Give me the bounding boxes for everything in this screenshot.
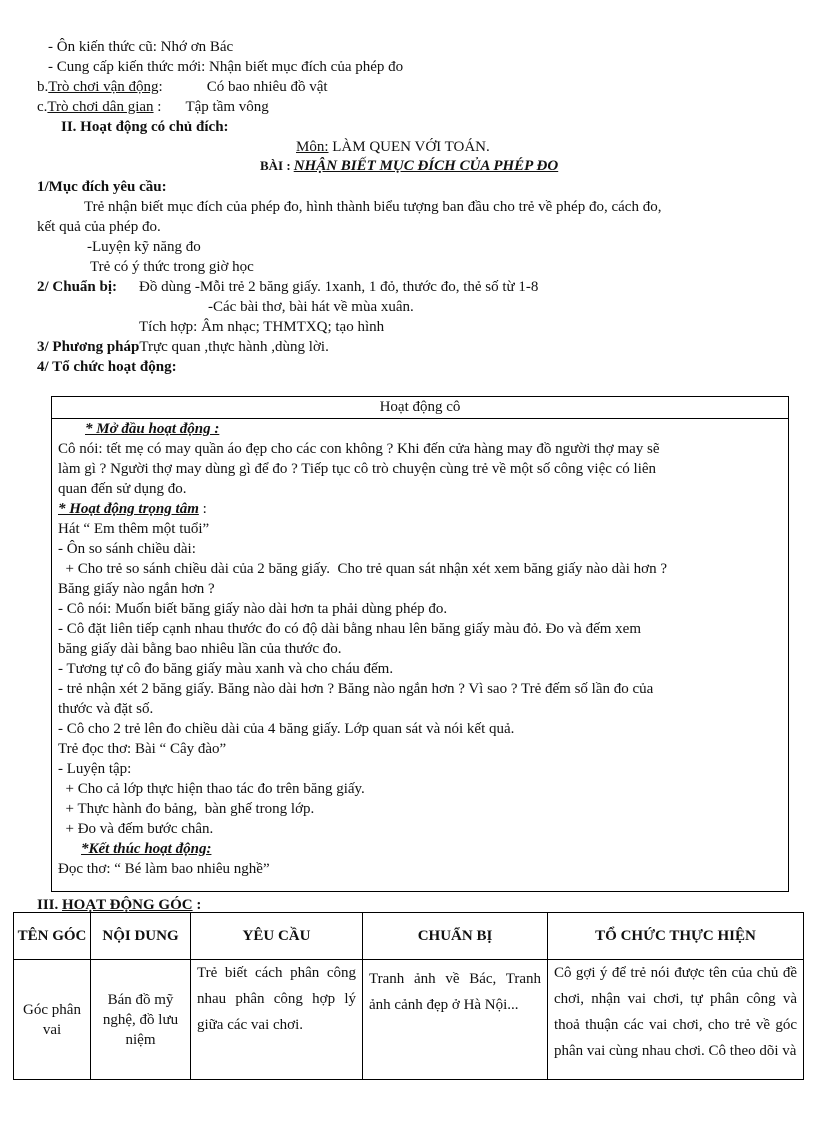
cell-yeu-cau: Trẻ biết cách phân công nhau phân công hợp lý giữa các vai chơi. [191,960,363,1080]
end-line-1: Đọc thơ: “ Bé làm bao nhiêu nghề” [58,861,270,877]
end-title: *Kết thúc hoạt động: [81,841,212,857]
section1-p1: Trẻ nhận biết mục đích của phép đo, hình thành biểu tượng ban đầu cho trẻ về phép đo, cách đo, [84,199,662,215]
main-line-1: Hát “ Em thêm một tuổi” [58,521,210,537]
main-line-11: - Cô cho 2 trẻ lên đo chiều dài của 4 băng giấy. Lớp quan sát và nói kết quả. [58,721,515,737]
cell-to-chuc: Cô gợi ý để trẻ nói được tên của chủ đề chơi, nhận vai chơi, tự phân công và thoả thuận các vai chơi, cho trẻ về góc phân vai cùng nhau chơi. Cô theo dõi và [548,960,804,1080]
table-header-row [14,913,804,960]
folk-game-label: Trò chơi dân gian [47,99,154,115]
start-line-1: Cô nói: tết mẹ có may quần áo đẹp cho các con không ? Khi đến cửa hàng may đồ người thợ may sẽ [58,441,660,457]
corner-activity-table [13,912,804,1080]
section2-l1: Đồ dùng -Mỗi trẻ 2 băng giấy. 1xanh, 1 đỏ, thước đo, thẻ số từ 1-8 [139,279,539,295]
main-line-2: - Ôn so sánh chiều dài: [58,541,196,557]
section3-value: Trực quan ,thực hành ,dùng lời. [139,339,329,355]
section3-line [37,337,329,357]
main-line-4: Băng giấy nào ngắn hơn ? [58,581,215,597]
new-knowledge-line: - Cung cấp kiến thức mới: Nhận biết mục đích của phép đo [48,59,404,75]
subject-label: Môn: [296,139,329,155]
main-line-9: - trẻ nhận xét 2 băng giấy. Băng nào dài hơn ? Băng nào ngắn hơn ? Vì sao ? Trẻ đếm số lần đo của [58,681,654,697]
colon: : [158,79,163,95]
movement-game-line [37,77,328,97]
section4-title: 4/ Tổ chức hoạt động: [37,359,177,375]
main-line-12: Trẻ đọc thơ: Bài “ Cây đào” [58,741,227,757]
table-row [14,960,804,1080]
section1-p3: Trẻ có ý thức trong giờ học [90,259,254,275]
start-title: * Mở đầu hoạt động : [85,421,220,437]
col-chuan-bi: CHUẨN BỊ [363,913,548,960]
section1-title: 1/Mục đích yêu cầu: [37,179,167,195]
section1-p2: -Luyện kỹ năng đo [87,239,201,255]
cell-ten-goc: Góc phân vai [14,960,91,1080]
cell-noi-dung: Bán đồ mỹ nghệ, đồ lưu niệm [91,960,191,1080]
section-ii-heading: II. Hoạt động có chủ đích: [61,119,229,135]
main-line-15: + Thực hành đo bảng, bàn ghế trong lớp. [58,801,315,817]
main-line-6: - Cô đặt liên tiếp cạnh nhau thước đo có độ dài bằng nhau lên băng giấy màu đỏ. Đo và đếm xem [58,621,641,637]
subject-value: LÀM QUEN VỚI TOÁN. [328,139,490,155]
main-line-13: - Luyện tập: [58,761,132,777]
start-line-3: quan đến sử dụng đo. [58,481,187,497]
lesson-label: BÀI : [260,158,291,173]
main-title: * Hoạt động trọng tâm : [58,501,207,517]
lesson-title-line [260,156,558,176]
section-iii-heading: III. HOẠT ĐỘNG GÓC : [37,897,202,913]
section2-l2: -Các bài thơ, bài hát về mùa xuân. [208,299,414,315]
movement-game-label: Trò chơi vận động [48,79,159,95]
main-line-8: - Tương tự cô đo băng giấy màu xanh và cho cháu đếm. [58,661,394,677]
prefix-b: b. [37,79,49,95]
movement-game-value: Có bao nhiêu đồ vật [206,79,328,95]
cell-chuan-bi: Tranh ảnh về Bác, Tranh ảnh cảnh đẹp ở Hà Nội... [363,960,548,1080]
activity-header: Hoạt động cô [52,397,788,419]
folk-game-line [37,97,269,117]
prefix-c: c. [37,99,48,115]
main-line-3: + Cho trẻ so sánh chiều dài của 2 băng giấy. Cho trẻ quan sát nhận xét xem băng giấy nào dài hơn ? [58,561,668,577]
folk-game-value: Tập tầm vông [185,99,269,115]
subject-line [296,137,490,157]
section2-title: 2/ Chuẩn bị: [37,279,118,295]
col-ten-goc: TÊN GÓC [14,913,91,960]
section1-p1b: kết quả của phép đo. [37,219,161,235]
col-to-chuc: TỔ CHỨC THỰC HIỆN [548,913,804,960]
activity-box [51,396,789,892]
main-line-5: - Cô nói: Muốn biết băng giấy nào dài hơn ta phải dùng phép đo. [58,601,448,617]
start-line-2: làm gì ? Người thợ may dùng gì để đo ? Tiếp tục cô trò chuyện cùng trẻ về một số công việc có liên [58,461,657,477]
section2-l3: Tích hợp: Âm nhạc; THMTXQ; tạo hình [139,319,385,335]
col-noi-dung: NỘI DUNG [91,913,191,960]
col-yeu-cau: YÊU CẦU [191,913,363,960]
main-line-10: thước và đặt số. [58,701,154,717]
main-line-7: băng giấy dài bằng bao nhiêu lần của thước đo. [58,641,342,657]
colon: : [153,99,162,115]
section3-title: 3/ Phương pháp [37,339,140,355]
lesson-title: NHẬN BIẾT MỤC ĐÍCH CỦA PHÉP ĐO [293,158,559,174]
review-line: - Ôn kiến thức cũ: Nhớ ơn Bác [48,39,234,55]
main-line-16: + Đo và đếm bước chân. [58,821,214,837]
main-line-14: + Cho cả lớp thực hiện thao tác đo trên băng giấy. [58,781,365,797]
